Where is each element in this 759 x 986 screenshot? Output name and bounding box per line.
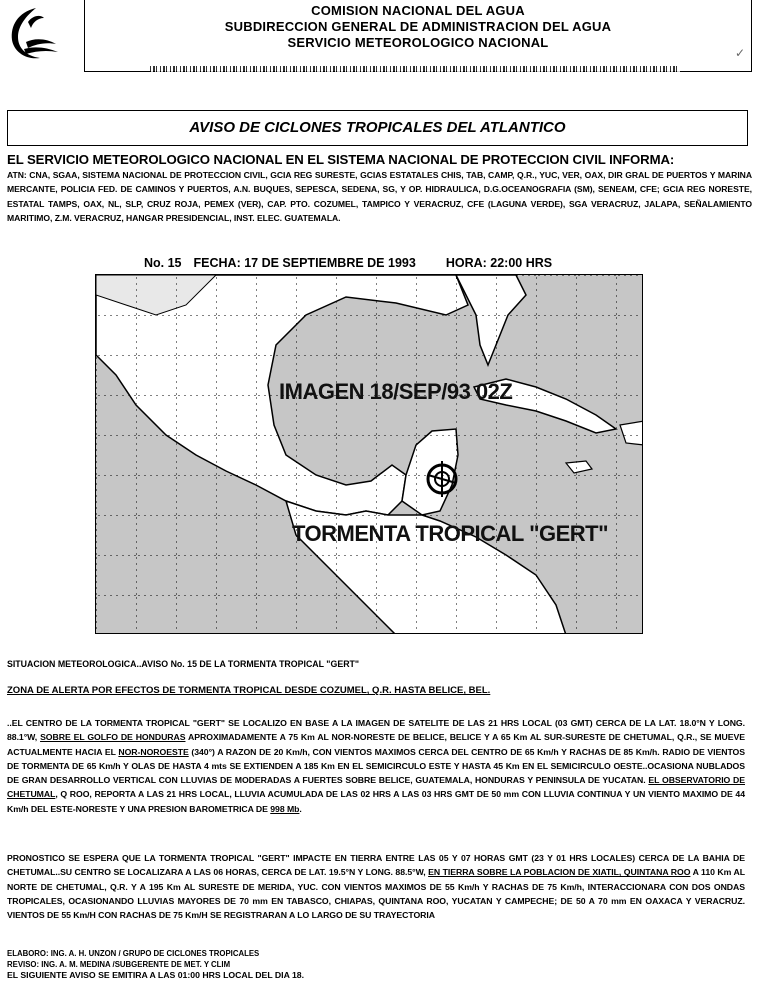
map-image-label: IMAGEN 18/SEP/93 02Z: [279, 379, 513, 404]
p1-observatory: EL OBSERVATORIO DE CHETUMAL: [7, 775, 745, 800]
p1-text-k: .: [299, 803, 302, 814]
header-box: [84, 0, 752, 72]
cna-logo: [6, 4, 64, 62]
header-line-3: SERVICIO METEOROLOGICO NACIONAL: [287, 35, 549, 50]
map-graphic: [96, 275, 643, 634]
footer-elaboro: ELABORO: ING. A. H. UNZON / GRUPO DE CICLONES TROPICALES: [7, 949, 260, 958]
p2-impact: "GERT" IMPACTE EN TIERRA: [257, 853, 382, 863]
p1-text-i: , Q ROO, REPORTA A LAS 21 HRS LOCAL, LLUVIA ACUMULADA DE LAS 02 HRS A LAS 03 HRS GMT DE 50 mm CON LLUVIA CONTINUA Y UN VIENTO MAXIMO DE 44 Km/h DEL ESTE-NORESTE Y UNA PRESION BAROMETRICA DE: [7, 789, 745, 814]
p2-forecast-label: PRONOSTICO: [7, 853, 65, 863]
check-mark-icon: ✓: [734, 46, 745, 60]
p1-text-e: APROXIMADAMENTE A 75 Km AL NOR-NORESTE DE BELICE, BELICE Y A 65 Km AL SUR-SURESTE DE CHETUMAL, Q.R., SE MUEVE ACTUALMENTE HACIA EL: [7, 732, 746, 757]
p1-text-g: (340°) A RAZON DE 20 Km/h, CON VIENTOS MAXIMOS CERCA DEL CENTRO DE 65 Km/h Y RACHAS DE 85 Km/h. RADIO DE VIENTOS DE TORMENTA DE 65 Km/h Y OLAS DE HASTA 4 mts SE EXTIENDEN A 185 Km EN EL SEMICIRCULO ESTE Y HASTA 45 Km EN EL SEMICIRCULO OESTE..OCASIONA NUBLADOS DE GRAN DESARROLLO VERTICAL CON LLUVIAS DE MODERADAS A FUERTES SOBRE BELICE, GUATEMALA, HONDURAS Y PENINSULA DE YUCATAN.: [7, 746, 745, 786]
situation-paragraph: [7, 716, 745, 816]
p1-location: SOBRE EL GOLFO DE HONDURAS: [40, 732, 186, 743]
map-storm-label: TORMENTA TROPICAL "GERT": [292, 521, 609, 546]
barcode-strip: [150, 66, 680, 72]
map-caption: [144, 256, 614, 270]
p1-storm-name: TORMENTA TROPICAL "GERT": [94, 718, 225, 728]
bulletin-time: HORA: 22:00 HRS: [445, 256, 553, 270]
p2-text-d: ENTRE LAS 05 Y 07 HORAS GMT (23 Y 01 HRS LOCALES) CERCA DE LA BAHIA DE CHETUMAL..SU CENTRO SE LOCALIZARA A LAS 06 HORAS, CERCA DE LAT. 19.5°N Y LONG. 88.5°W,: [7, 853, 746, 878]
p1-pressure: 998 Mb: [270, 803, 300, 814]
header-line-1: COMISION NACIONAL DEL AGUA: [311, 3, 525, 18]
situation-heading: SITUACION METEOROLOGICA..AVISO No. 15 DE LA TORMENTA TROPICAL "GERT": [7, 659, 360, 669]
p2-landfall: EN TIERRA SOBRE LA POBLACION DE XIATIL, QUINTANA ROO: [428, 867, 691, 878]
bulletin-date: FECHA: 17 DE SEPTIEMBRE DE 1993: [193, 256, 416, 270]
footer: [7, 948, 752, 981]
p1-text-a: ..EL CENTRO DE LA: [7, 718, 95, 728]
intro-heading: EL SERVICIO METEOROLOGICO NACIONAL EN EL SISTEMA NACIONAL DE PROTECCION CIVIL INFORMA:: [7, 152, 675, 167]
satellite-map: [95, 274, 643, 634]
p1-text-c: SE LOCALIZO EN BASE A LA IMAGEN DE SATELITE DE LAS 21 HRS LOCAL (03 GMT) CERCA DE LA LAT. 18.0°N Y LONG. 88.1°W,: [7, 718, 745, 743]
header-line-2: SUBDIRECCION GENERAL DE ADMINISTRACION DEL AGUA: [224, 19, 612, 34]
bulletin-number: No. 15: [144, 256, 182, 270]
attention-list: ATN: CNA, SGAA, SISTEMA NACIONAL DE PROTECCION CIVIL, GCIA REG SURESTE, GCIAS ESTATALES CHIS, TAB, CAMP, Q.R., YUC, VER, OAX, DIR GRAL DE PUERTOS Y MARINA MERCANTE, POLICIA FED. DE CAMINOS Y PUERTOS, A.N. BUQUES, SEPESCA, SEDENA, SG, Y OP. HIDRAULICA, D.G.OCEANOGRAFIA (SM), SENEAM, CFE; GCIA REG NORESTE, ESTATAL TAMPS, OAX, NL, SLP, CRUZ ROJA, PEMEX (VER), CAP. PTO. COZUMEL, TAMPICO Y VERACRUZ, CFE (LAGUNA VERDE), SGA VERACRUZ, JALAPA, SEÑALAMIENTO MARITIMO, Z.M. VERACRUZ, HANGAR PRESIDENCIAL, INST. ELEC. GUATEMALA.: [7, 170, 752, 224]
p1-direction: NOR-NOROESTE: [118, 746, 189, 757]
p2-text-f: A 110 Km AL NORTE DE CHETUMAL, Q.R. Y A 195 Km AL SURESTE DE MERIDA, YUC. CON VIENTOS MAXIMOS DE 55 Km/h Y RACHAS DE 75 Km/h, INTERACCIONARA CON DOS ONDAS TROPICALES, OCASIONANDO LLUVIAS MAYORES DE 70 mm EN TABASCO, CHIAPAS, QUINTANA ROO, YUCATAN Y CAMPECHE; DE 50 A 70 mm EN OAXACA Y VERACRUZ. VIENTOS DE 55 Km/H CON RACHAS DE 75 Km/H SE REGISTRARAN A LO LARGO DE SU TRAYECTORIA: [7, 867, 745, 921]
p2-text-b: SE ESPERA QUE LA TORMENTA TROPICAL: [64, 853, 258, 863]
footer-reviso: REVISO: ING. A. M. MEDINA /SUBGERENTE DE MET. Y CLIM: [7, 960, 231, 969]
alert-zone-heading: ZONA DE ALERTA POR EFECTOS DE TORMENTA TROPICAL DESDE COZUMEL, Q.R. HASTA BELICE, BEL.: [7, 685, 491, 696]
forecast-paragraph: [7, 851, 745, 922]
footer-next-bulletin: EL SIGUIENTE AVISO SE EMITIRA A LAS 01:00 HRS LOCAL DEL DIA 18.: [7, 970, 305, 980]
document-title: AVISO DE CICLONES TROPICALES DEL ATLANTICO: [7, 110, 748, 146]
